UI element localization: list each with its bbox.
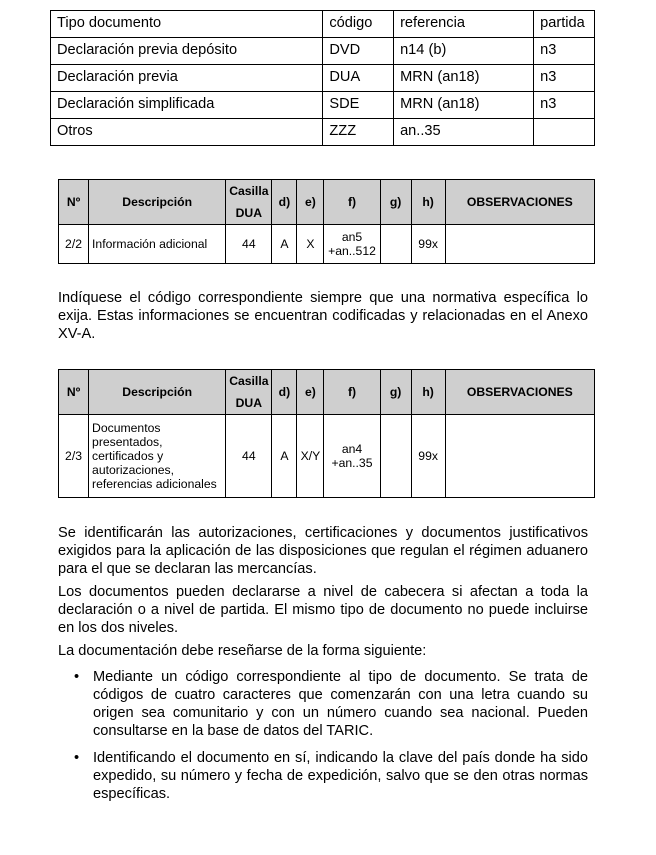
desc-line: certificados y [92, 449, 164, 463]
header-casilla [226, 180, 272, 225]
header-g: g) [380, 180, 411, 225]
header-f: f) [324, 180, 380, 225]
header-cell: partida [534, 11, 595, 38]
table-cell: Declaración previa depósito [51, 38, 323, 65]
cell-g [380, 415, 411, 498]
cell-h: 99x [411, 225, 445, 264]
table-row [59, 415, 595, 498]
header-cell: referencia [394, 11, 534, 38]
paragraph-autorizaciones: Se identificarán las autorizaciones, certificaciones y documentos justificativos exigidos para la aplicación de las disposiciones que regulan el régimen aduanero para el que se declaran las mercancías. [58, 525, 588, 577]
cell-observaciones [445, 225, 594, 264]
header-descripcion: Descripción [89, 370, 226, 415]
box-table-2-3 [58, 369, 595, 498]
header-observaciones: OBSERVACIONES [445, 370, 594, 415]
header-descripcion: Descripción [89, 180, 226, 225]
bullet-dot-icon: • [74, 750, 80, 766]
table-row [51, 65, 595, 92]
bullet-dot-icon: • [74, 669, 80, 685]
desc-line: referencias adicionales [92, 477, 217, 491]
cell-f [324, 225, 380, 264]
box-table-2-2 [58, 179, 595, 264]
table-row [59, 225, 595, 264]
header-d: d) [272, 370, 297, 415]
table-cell: Declaración previa [51, 65, 323, 92]
list-item [58, 749, 588, 803]
cell-f-line-2: +an..35 [331, 456, 373, 470]
header-n: Nº [59, 180, 89, 225]
table-cell: MRN (an18) [394, 92, 534, 119]
header-e: e) [297, 180, 324, 225]
header-casilla [226, 370, 272, 415]
table-cell: MRN (an18) [394, 65, 534, 92]
table-cell: n3 [534, 65, 595, 92]
cell-d: A [272, 415, 297, 498]
box-header-row [59, 370, 595, 415]
header-casilla-line-2: DUA [235, 396, 263, 410]
header-h: h) [411, 180, 445, 225]
cell-d: A [272, 225, 297, 264]
table-cell: Declaración simplificada [51, 92, 323, 119]
table-cell: an..35 [394, 119, 534, 146]
table-header-row [51, 11, 595, 38]
table-cell: n3 [534, 38, 595, 65]
table-row [51, 119, 595, 146]
table-cell: ZZZ [323, 119, 394, 146]
table-cell: DVD [323, 38, 394, 65]
list-item-text: Identificando el documento en sí, indicando la clave del país donde ha sido expedido, su número y fecha de expedición, salvo que se den otras normas específicas. [93, 750, 588, 802]
cell-e: X/Y [297, 415, 324, 498]
header-casilla-line-2: DUA [235, 206, 263, 220]
header-h: h) [411, 370, 445, 415]
cell-f-line-1: an5 [341, 230, 363, 244]
cell-f-line-1: an4 [341, 442, 363, 456]
header-cell: código [323, 11, 394, 38]
cell-f [324, 415, 380, 498]
cell-n: 2/2 [59, 225, 89, 264]
desc-line: Documentos [92, 421, 161, 435]
cell-g [380, 225, 411, 264]
cell-descripcion [89, 415, 226, 498]
header-cell: Tipo documento [51, 11, 323, 38]
list-item [58, 668, 588, 740]
list-item-text: Mediante un código correspondiente al tipo de documento. Se trata de códigos de cuatro caracteres que comenzarán con una letra cuando su origen sea comunitario y con un número cuando sea nacional. Pueden consultarse en la base de datos del TARIC. [93, 669, 588, 739]
cell-f-line-2: +an..512 [328, 244, 376, 258]
cell-n: 2/3 [59, 415, 89, 498]
paragraph-forma: La documentación debe reseñarse de la forma siguiente: [58, 643, 427, 659]
paragraph-codigo: Indíquese el código correspondiente siempre que una normativa específica lo exija. Estas informaciones se encuentran codificadas y relacionadas en el Anexo XV-A. [58, 290, 588, 342]
cell-observaciones [445, 415, 594, 498]
table-row [51, 92, 595, 119]
header-observaciones: OBSERVACIONES [445, 180, 594, 225]
table-cell: Otros [51, 119, 323, 146]
header-g: g) [380, 370, 411, 415]
table-cell: DUA [323, 65, 394, 92]
cell-e: X [297, 225, 324, 264]
header-casilla-line-1: Casilla [229, 374, 269, 388]
bullet-list [58, 668, 588, 812]
header-casilla-line-1: Casilla [229, 184, 269, 198]
table-cell [534, 119, 595, 146]
document-type-table [50, 10, 595, 146]
cell-casilla: 44 [226, 225, 272, 264]
header-d: d) [272, 180, 297, 225]
desc-line: presentados, [92, 435, 163, 449]
cell-casilla: 44 [226, 415, 272, 498]
header-f: f) [324, 370, 380, 415]
box-header-row [59, 180, 595, 225]
table-cell: SDE [323, 92, 394, 119]
header-n: Nº [59, 370, 89, 415]
header-e: e) [297, 370, 324, 415]
table-cell: n3 [534, 92, 595, 119]
cell-descripcion: Información adicional [89, 225, 226, 264]
paragraph-niveles: Los documentos pueden declararse a nivel de cabecera si afectan a toda la declaración o a nivel de partida. El mismo tipo de documento no puede incluirse en los dos niveles. [58, 584, 588, 636]
desc-line: autorizaciones, [92, 463, 175, 477]
cell-h: 99x [411, 415, 445, 498]
table-cell: n14 (b) [394, 38, 534, 65]
table-row [51, 38, 595, 65]
